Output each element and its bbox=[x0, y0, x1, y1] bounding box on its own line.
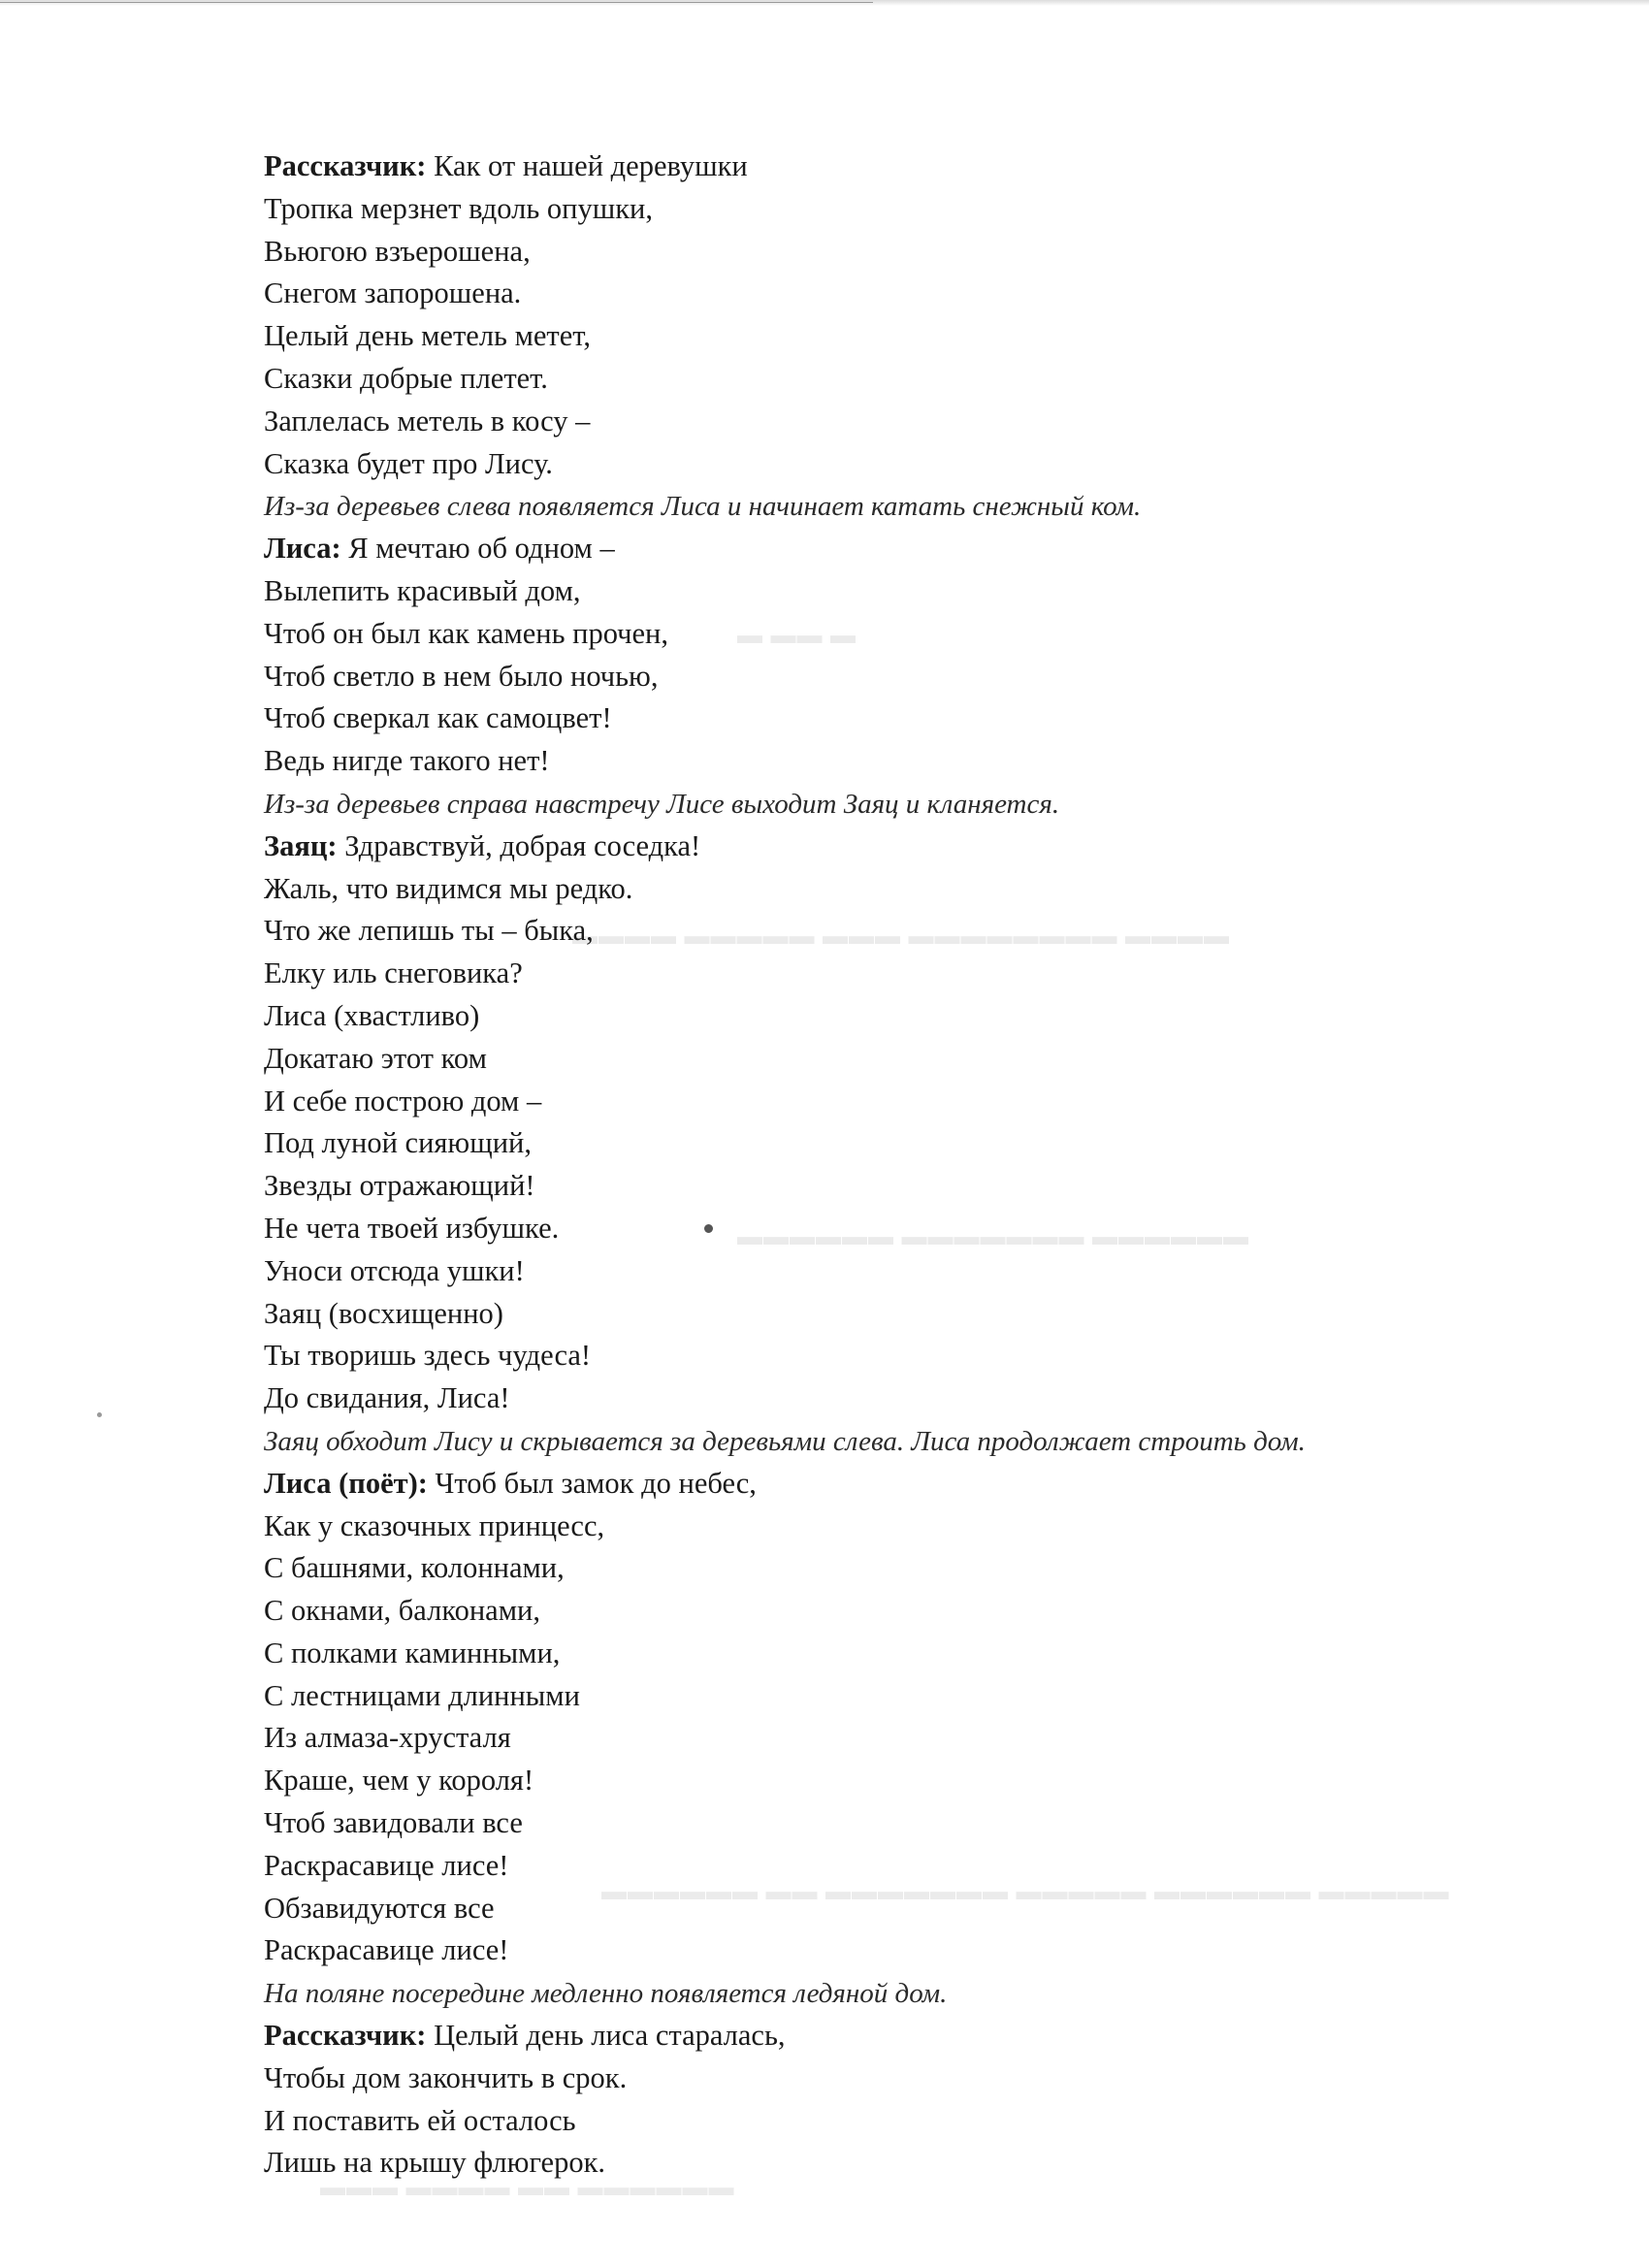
ink-speck bbox=[97, 1412, 102, 1417]
verse-text: Я мечтаю об одном – bbox=[340, 532, 615, 566]
verse-text: Чтоб завидовали все bbox=[264, 1806, 523, 1840]
verse-text: И поставить ей осталось bbox=[264, 2103, 576, 2137]
stage-direction-text: Из-за деревьев справа навстречу Лисе выходит Заяц и кланяется. bbox=[264, 788, 1060, 820]
verse-text: Тропка мерзнет вдоль опушки, bbox=[264, 191, 653, 225]
verse-text: С лестницами длинными bbox=[264, 1678, 580, 1712]
verse-text: Из алмаза-хрусталя bbox=[264, 1721, 511, 1755]
script-line bbox=[264, 188, 1544, 231]
script-line bbox=[264, 1293, 1544, 1336]
script-line bbox=[264, 910, 1544, 953]
verse-text: Снегом запорошена. bbox=[264, 276, 522, 310]
verse-text: Вылепить красивый дом, bbox=[264, 573, 581, 607]
stage-direction-text: Заяц обходит Лису и скрывается за деревьями слева. Лиса продолжает строить дом. bbox=[264, 1425, 1306, 1457]
verse-text: И себе построю дом – bbox=[264, 1084, 542, 1118]
script-line bbox=[264, 358, 1544, 401]
script-line bbox=[264, 1208, 1544, 1250]
script-line bbox=[264, 231, 1544, 274]
verse-text: Раскрасавице лисе! bbox=[264, 1933, 509, 1967]
script-line bbox=[264, 528, 1544, 570]
verse-text: Жаль, что видимся мы редко. bbox=[264, 871, 633, 905]
verse-text: Раскрасавице лисе! bbox=[264, 1848, 509, 1882]
script-line bbox=[264, 1335, 1544, 1377]
scan-top-line bbox=[0, 2, 873, 3]
verse-text: Что же лепишь ты – быка, bbox=[264, 914, 594, 948]
verse-text: Обзавидуются все bbox=[264, 1891, 495, 1925]
script-line bbox=[264, 2015, 1544, 2057]
verse-text: Лиса (хвастливо) bbox=[264, 998, 480, 1032]
verse-text: Чтоб сверкал как самоцвет! bbox=[264, 701, 612, 735]
verse-text: Как от нашей деревушки bbox=[426, 149, 748, 182]
bleed-through-mark: ▬▬▬▬▬▬ ▬▬▬▬▬▬▬ ▬▬▬▬▬▬ bbox=[737, 1222, 1249, 1250]
script-line bbox=[264, 953, 1544, 995]
script-line bbox=[264, 315, 1544, 358]
verse-text: Сказка будет про Лису. bbox=[264, 446, 553, 480]
script-line bbox=[264, 1929, 1544, 1972]
speaker-name: Лиса: bbox=[264, 532, 341, 566]
speaker-name: Лиса (поёт): bbox=[264, 1466, 428, 1500]
script-line bbox=[264, 2142, 1544, 2185]
script-line bbox=[264, 1717, 1544, 1760]
verse-text: Здравствуй, добрая соседка! bbox=[337, 828, 701, 862]
script-line bbox=[264, 826, 1544, 868]
stage-direction bbox=[264, 1972, 1544, 2015]
bleed-through-mark: ▬▬▬ ▬▬▬▬ ▬▬ ▬▬▬▬▬▬ bbox=[320, 2173, 735, 2201]
verse-text: С окнами, балконами, bbox=[264, 1594, 540, 1628]
script-line bbox=[264, 570, 1544, 613]
script-line bbox=[264, 1802, 1544, 1845]
script-line bbox=[264, 1122, 1544, 1165]
script-line bbox=[264, 2057, 1544, 2100]
verse-text: Под луной сияющий, bbox=[264, 1126, 532, 1160]
script-line bbox=[264, 995, 1544, 1038]
stage-direction bbox=[264, 1420, 1544, 1463]
verse-text: Заплелась метель в косу – bbox=[264, 404, 591, 437]
bleed-through-mark: ▬ ▬▬ ▬ bbox=[737, 621, 857, 649]
speaker-name: Рассказчик: bbox=[264, 149, 427, 182]
verse-text: Вьюгою взъерошена, bbox=[264, 234, 531, 268]
script-line bbox=[264, 1463, 1544, 1506]
verse-text: Ты творишь здесь чудеса! bbox=[264, 1339, 592, 1373]
script-line bbox=[264, 2100, 1544, 2143]
verse-text: Лишь на крышу флюгерок. bbox=[264, 2146, 606, 2180]
script-line bbox=[264, 1506, 1544, 1548]
verse-text: Чтоб он был как камень прочен, bbox=[264, 616, 668, 650]
verse-text: Краше, чем у короля! bbox=[264, 1764, 534, 1798]
verse-text: Целый день лиса старалась, bbox=[426, 2019, 786, 2053]
script-line bbox=[264, 868, 1544, 911]
verse-text: Елку иль снеговика? bbox=[264, 956, 523, 990]
script-line bbox=[264, 1633, 1544, 1675]
script-line bbox=[264, 401, 1544, 443]
stage-direction bbox=[264, 783, 1544, 826]
script-line bbox=[264, 1845, 1544, 1888]
verse-text: Чтоб светло в нем было ночью, bbox=[264, 659, 659, 693]
verse-text: С башнями, колоннами, bbox=[264, 1551, 565, 1585]
script-line bbox=[264, 1038, 1544, 1081]
script-line bbox=[264, 1377, 1544, 1420]
verse-text: До свидания, Лиса! bbox=[264, 1381, 510, 1415]
script-line bbox=[264, 697, 1544, 740]
verse-text: Целый день метель метет, bbox=[264, 319, 591, 353]
play-script-text bbox=[264, 146, 1544, 2185]
script-line bbox=[264, 1590, 1544, 1633]
stage-direction bbox=[264, 485, 1544, 528]
stage-direction-text: Из-за деревьев слева появляется Лиса и начинает катать снежный ком. bbox=[264, 491, 1142, 523]
verse-text: Докатаю этот ком bbox=[264, 1041, 487, 1075]
verse-text: Как у сказочных принцесс, bbox=[264, 1508, 605, 1542]
script-line bbox=[264, 1888, 1544, 1930]
bleed-through-mark: ▬▬▬▬ ▬▬▬▬▬ ▬▬▬ ▬▬▬▬▬▬▬▬ ▬▬▬▬ bbox=[572, 922, 1230, 950]
verse-text: Чтобы дом закончить в срок. bbox=[264, 2060, 628, 2094]
stage-direction-text: На поляне посередине медленно появляется ледяной дом. bbox=[264, 1978, 948, 2010]
verse-text: Звезды отражающий! bbox=[264, 1169, 535, 1203]
script-line bbox=[264, 1547, 1544, 1590]
script-line bbox=[264, 1760, 1544, 1802]
verse-text: Заяц (восхищенно) bbox=[264, 1296, 503, 1330]
verse-text: Сказки добрые плетет. bbox=[264, 361, 548, 395]
script-line bbox=[264, 1250, 1544, 1293]
script-line bbox=[264, 740, 1544, 783]
script-line bbox=[264, 656, 1544, 698]
script-line bbox=[264, 146, 1544, 188]
scan-edge-shadow bbox=[0, 0, 1649, 6]
script-line bbox=[264, 273, 1544, 315]
script-line bbox=[264, 1165, 1544, 1208]
verse-text: Чтоб был замок до небес, bbox=[427, 1466, 757, 1500]
verse-text: Ведь нигде такого нет! bbox=[264, 744, 550, 778]
verse-text: С полками каминными, bbox=[264, 1636, 561, 1669]
speaker-name: Заяц: bbox=[264, 828, 338, 862]
verse-text: Уноси отсюда ушки! bbox=[264, 1253, 525, 1287]
speaker-name: Рассказчик: bbox=[264, 2019, 427, 2053]
script-line bbox=[264, 1081, 1544, 1123]
script-line bbox=[264, 443, 1544, 486]
script-line bbox=[264, 613, 1544, 656]
bleed-through-mark: ▬▬▬▬▬▬ ▬▬ ▬▬▬▬▬▬▬ ▬▬▬▬▬ ▬▬▬▬▬▬ ▬▬▬▬▬ bbox=[601, 1877, 1450, 1905]
script-line bbox=[264, 1675, 1544, 1718]
verse-text: Не чета твоей избушке. bbox=[264, 1211, 560, 1245]
